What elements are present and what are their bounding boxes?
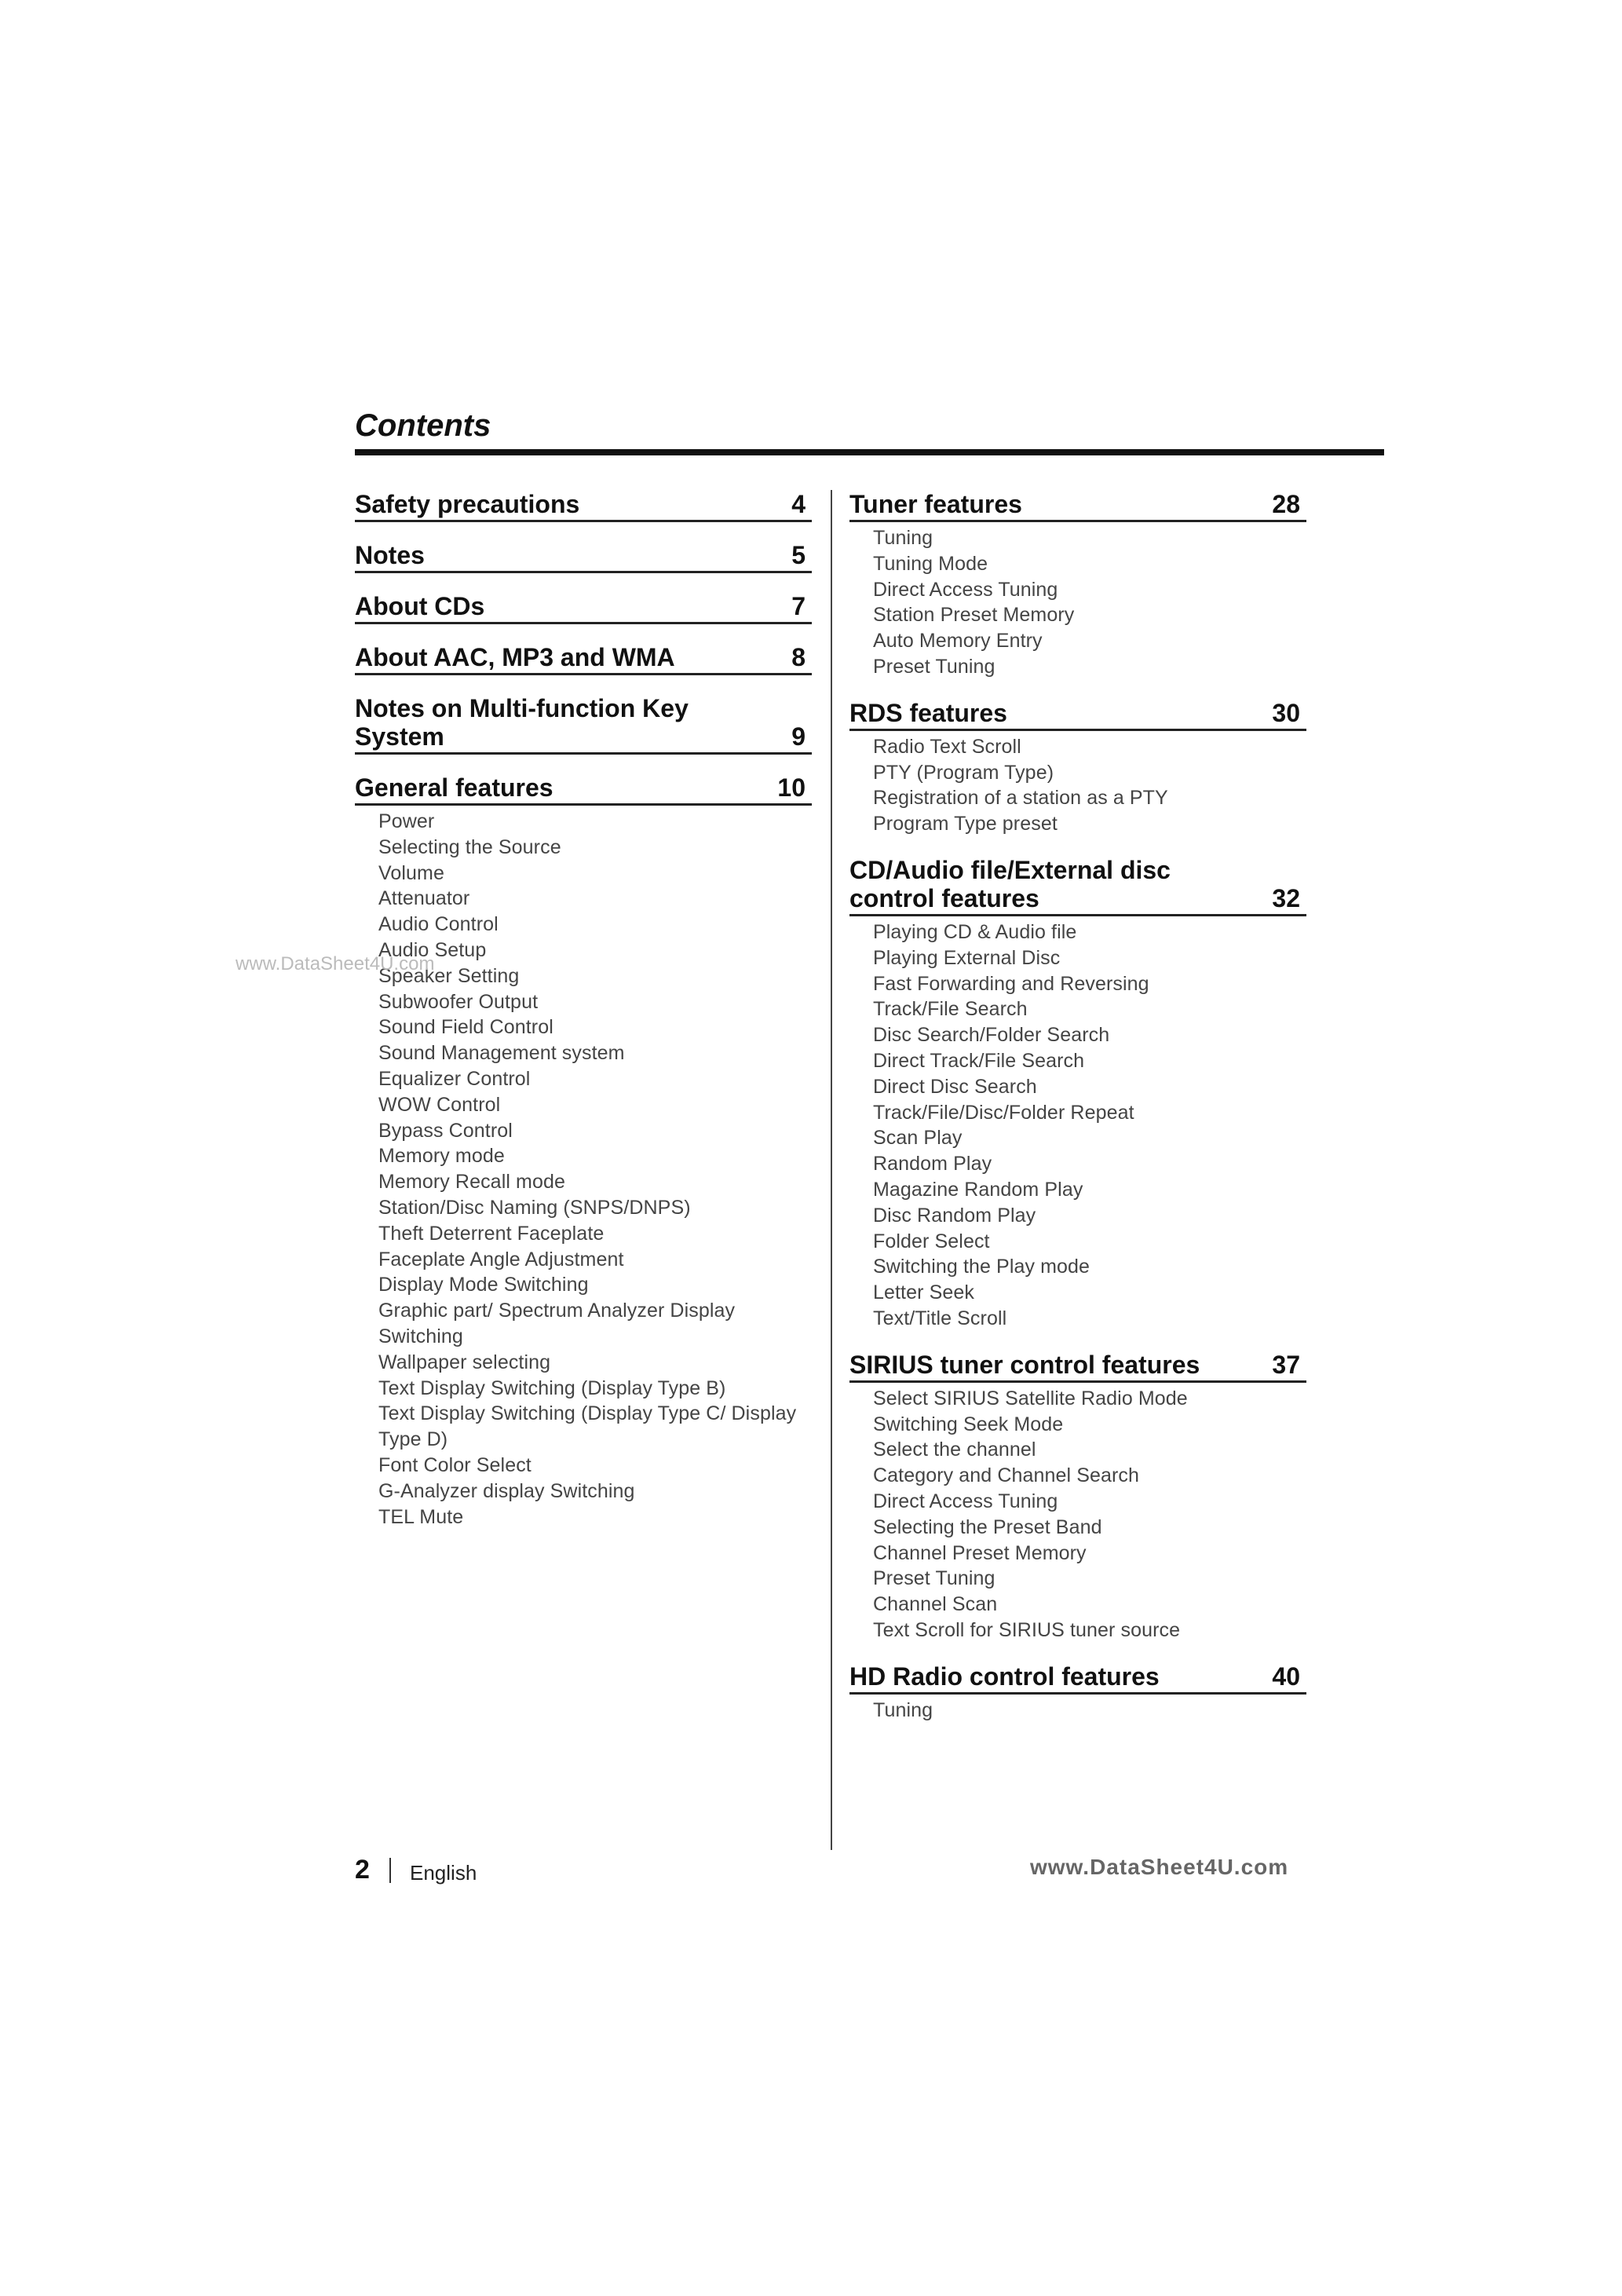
toc-item[interactable]: Audio Control [378, 913, 499, 936]
toc-item[interactable]: Memory mode [378, 1145, 505, 1168]
toc-section-page: 7 [791, 592, 806, 620]
toc-section-page: 30 [1272, 698, 1300, 727]
toc-section [849, 856, 1306, 1332]
toc-item[interactable]: Speaker Setting [378, 964, 520, 987]
toc-item[interactable]: PTY (Program Type) [873, 761, 1054, 784]
toc-section [355, 694, 812, 755]
toc-item-list [849, 1386, 1306, 1643]
toc-item-list [849, 1698, 1306, 1724]
toc-section-title: HD Radio control features [849, 1662, 1160, 1691]
toc-item[interactable]: Preset Tuning [873, 655, 995, 678]
toc-item[interactable]: Direct Track/File Search [873, 1049, 1085, 1072]
toc-item[interactable]: Sound Management system [378, 1042, 625, 1065]
toc-item[interactable]: Text Display Switching (Display Type C/ Display Type D) [378, 1402, 797, 1451]
page-title: Contents [355, 408, 491, 443]
toc-item[interactable]: Switching Seek Mode [873, 1413, 1064, 1435]
toc-section-page: 40 [1272, 1662, 1300, 1691]
toc-section-title: Tuner features [849, 490, 1022, 518]
toc-item[interactable]: Playing CD & Audio file [873, 920, 1077, 943]
toc-section-title: Safety precautions [355, 490, 580, 518]
title-rule [355, 449, 1384, 455]
toc-section-heading[interactable] [355, 694, 812, 755]
toc-section-heading[interactable] [355, 541, 812, 573]
toc-section [355, 490, 812, 522]
toc-item[interactable]: Channel Scan [873, 1593, 998, 1616]
toc-item[interactable]: Graphic part/ Spectrum Analyzer Display Switching [378, 1300, 736, 1347]
toc-item[interactable]: Subwoofer Output [378, 990, 539, 1013]
toc-item[interactable]: Track/File Search [873, 998, 1028, 1021]
toc-section-title: Notes [355, 541, 425, 569]
footer-language: English [410, 1861, 477, 1885]
toc-item[interactable]: Random Play [873, 1153, 992, 1175]
toc-item[interactable]: G-Analyzer display Switching [378, 1479, 635, 1502]
toc-section-title: RDS features [849, 698, 1007, 727]
toc-section-title: CD/Audio file/External disc control features [849, 855, 1171, 912]
toc-item[interactable]: Wallpaper selecting [378, 1351, 551, 1373]
toc-left-column [355, 490, 812, 1548]
toc-item[interactable]: Audio Setup [378, 938, 487, 961]
footer-url[interactable]: www.DataSheet4U.com [1030, 1855, 1289, 1879]
toc-section [355, 592, 812, 624]
toc-right-column [849, 490, 1306, 1742]
toc-section [849, 699, 1306, 837]
toc-item[interactable]: Scan Play [873, 1127, 963, 1150]
toc-item[interactable]: Direct Disc Search [873, 1075, 1037, 1098]
footer-page-number: 2 [355, 1855, 370, 1885]
toc-item[interactable]: Tuning [873, 527, 933, 549]
toc-section-page: 9 [791, 722, 806, 751]
toc-section-page: 37 [1272, 1350, 1300, 1379]
toc-section [849, 1662, 1306, 1724]
toc-item[interactable]: Track/File/Disc/Folder Repeat [873, 1101, 1134, 1124]
toc-item[interactable]: Faceplate Angle Adjustment [378, 1248, 624, 1270]
toc-section-heading[interactable] [355, 773, 812, 806]
toc-section-page: 4 [791, 490, 806, 518]
toc-section-heading[interactable] [355, 592, 812, 624]
toc-section-title: About CDs [355, 592, 485, 620]
toc-section-title: About AAC, MP3 and WMA [355, 643, 675, 671]
toc-section [355, 541, 812, 573]
toc-item[interactable]: Power [378, 810, 435, 832]
toc-item[interactable]: Memory Recall mode [378, 1171, 565, 1194]
toc-item[interactable]: Channel Preset Memory [873, 1541, 1087, 1564]
toc-item[interactable]: Disc Search/Folder Search [873, 1024, 1110, 1047]
column-divider [831, 490, 832, 1850]
toc-item-list [849, 525, 1306, 680]
toc-item[interactable]: Bypass Control [378, 1119, 513, 1142]
toc-section-heading[interactable] [849, 1351, 1306, 1383]
toc-section-heading[interactable] [355, 643, 812, 675]
toc-item[interactable]: Font Color Select [378, 1453, 532, 1476]
toc-section-heading[interactable] [849, 1662, 1306, 1695]
toc-item[interactable]: Station/Disc Naming (SNPS/DNPS) [378, 1196, 691, 1219]
toc-item[interactable]: Station Preset Memory [873, 604, 1075, 627]
toc-section-title: SIRIUS tuner control features [849, 1350, 1200, 1379]
toc-item[interactable]: Selecting the Preset Band [873, 1515, 1102, 1538]
watermark: www.DataSheet4U.com [236, 953, 435, 974]
toc-item[interactable]: Magazine Random Play [873, 1178, 1083, 1201]
toc-item[interactable]: Attenuator [378, 887, 470, 910]
toc-section-page: 10 [777, 773, 806, 802]
toc-item[interactable]: Equalizer Control [378, 1067, 531, 1090]
toc-section-heading[interactable] [849, 490, 1306, 522]
toc-item[interactable]: Display Mode Switching [378, 1274, 589, 1296]
toc-item[interactable]: Sound Field Control [378, 1016, 553, 1039]
toc-item[interactable]: Radio Text Scroll [873, 735, 1021, 758]
toc-item[interactable]: Registration of a station as a PTY [873, 787, 1168, 810]
toc-item-list [849, 734, 1306, 837]
toc-section-heading[interactable] [849, 856, 1306, 916]
toc-section [355, 643, 812, 675]
toc-section-title: Notes on Multi-function Key System [355, 694, 689, 751]
toc-section-heading[interactable] [355, 490, 812, 522]
toc-section-page: 32 [1272, 883, 1300, 912]
toc-item[interactable]: Direct Access Tuning [873, 1490, 1058, 1512]
toc-item[interactable]: Selecting the Source [378, 835, 561, 858]
toc-section [355, 773, 812, 1530]
toc-item[interactable]: Program Type preset [873, 813, 1058, 835]
toc-item[interactable]: Playing External Disc [873, 946, 1061, 969]
toc-section-page: 5 [791, 541, 806, 569]
toc-item[interactable]: Letter Seek [873, 1281, 974, 1304]
toc-item[interactable]: WOW Control [378, 1093, 501, 1116]
toc-item[interactable]: Select SIRIUS Satellite Radio Mode [873, 1387, 1188, 1409]
toc-item[interactable]: Theft Deterrent Faceplate [378, 1222, 605, 1245]
toc-section-page: 8 [791, 643, 806, 671]
toc-item[interactable]: Select the channel [873, 1439, 1036, 1461]
toc-section-title: General features [355, 773, 553, 802]
toc-item[interactable]: Folder Select [873, 1230, 990, 1252]
toc-item[interactable]: Disc Random Play [873, 1204, 1036, 1227]
toc-item[interactable]: Fast Forwarding and Reversing [873, 972, 1149, 995]
toc-item[interactable]: Auto Memory Entry [873, 630, 1043, 653]
toc-item[interactable]: Tuning Mode [873, 552, 988, 575]
toc-item-list [849, 919, 1306, 1332]
toc-section [849, 490, 1306, 680]
toc-item[interactable]: Text Display Switching (Display Type B) [378, 1377, 726, 1399]
toc-section-page: 28 [1272, 490, 1300, 518]
toc-item[interactable]: Text Scroll for SIRIUS tuner source [873, 1618, 1181, 1641]
toc-item[interactable]: Preset Tuning [873, 1567, 995, 1590]
toc-item[interactable]: Text/Title Scroll [873, 1307, 1007, 1329]
toc-item[interactable]: Direct Access Tuning [873, 578, 1058, 601]
toc-item[interactable]: Category and Channel Search [873, 1464, 1140, 1487]
footer-separator [389, 1858, 391, 1883]
toc-section [849, 1351, 1306, 1643]
toc-item-list [355, 809, 812, 1530]
toc-item[interactable]: Tuning [873, 1698, 933, 1721]
toc-item[interactable]: Volume [378, 861, 444, 884]
toc-item[interactable]: Switching the Play mode [873, 1256, 1090, 1278]
toc-section-heading[interactable] [849, 699, 1306, 731]
toc-item[interactable]: TEL Mute [378, 1505, 464, 1528]
